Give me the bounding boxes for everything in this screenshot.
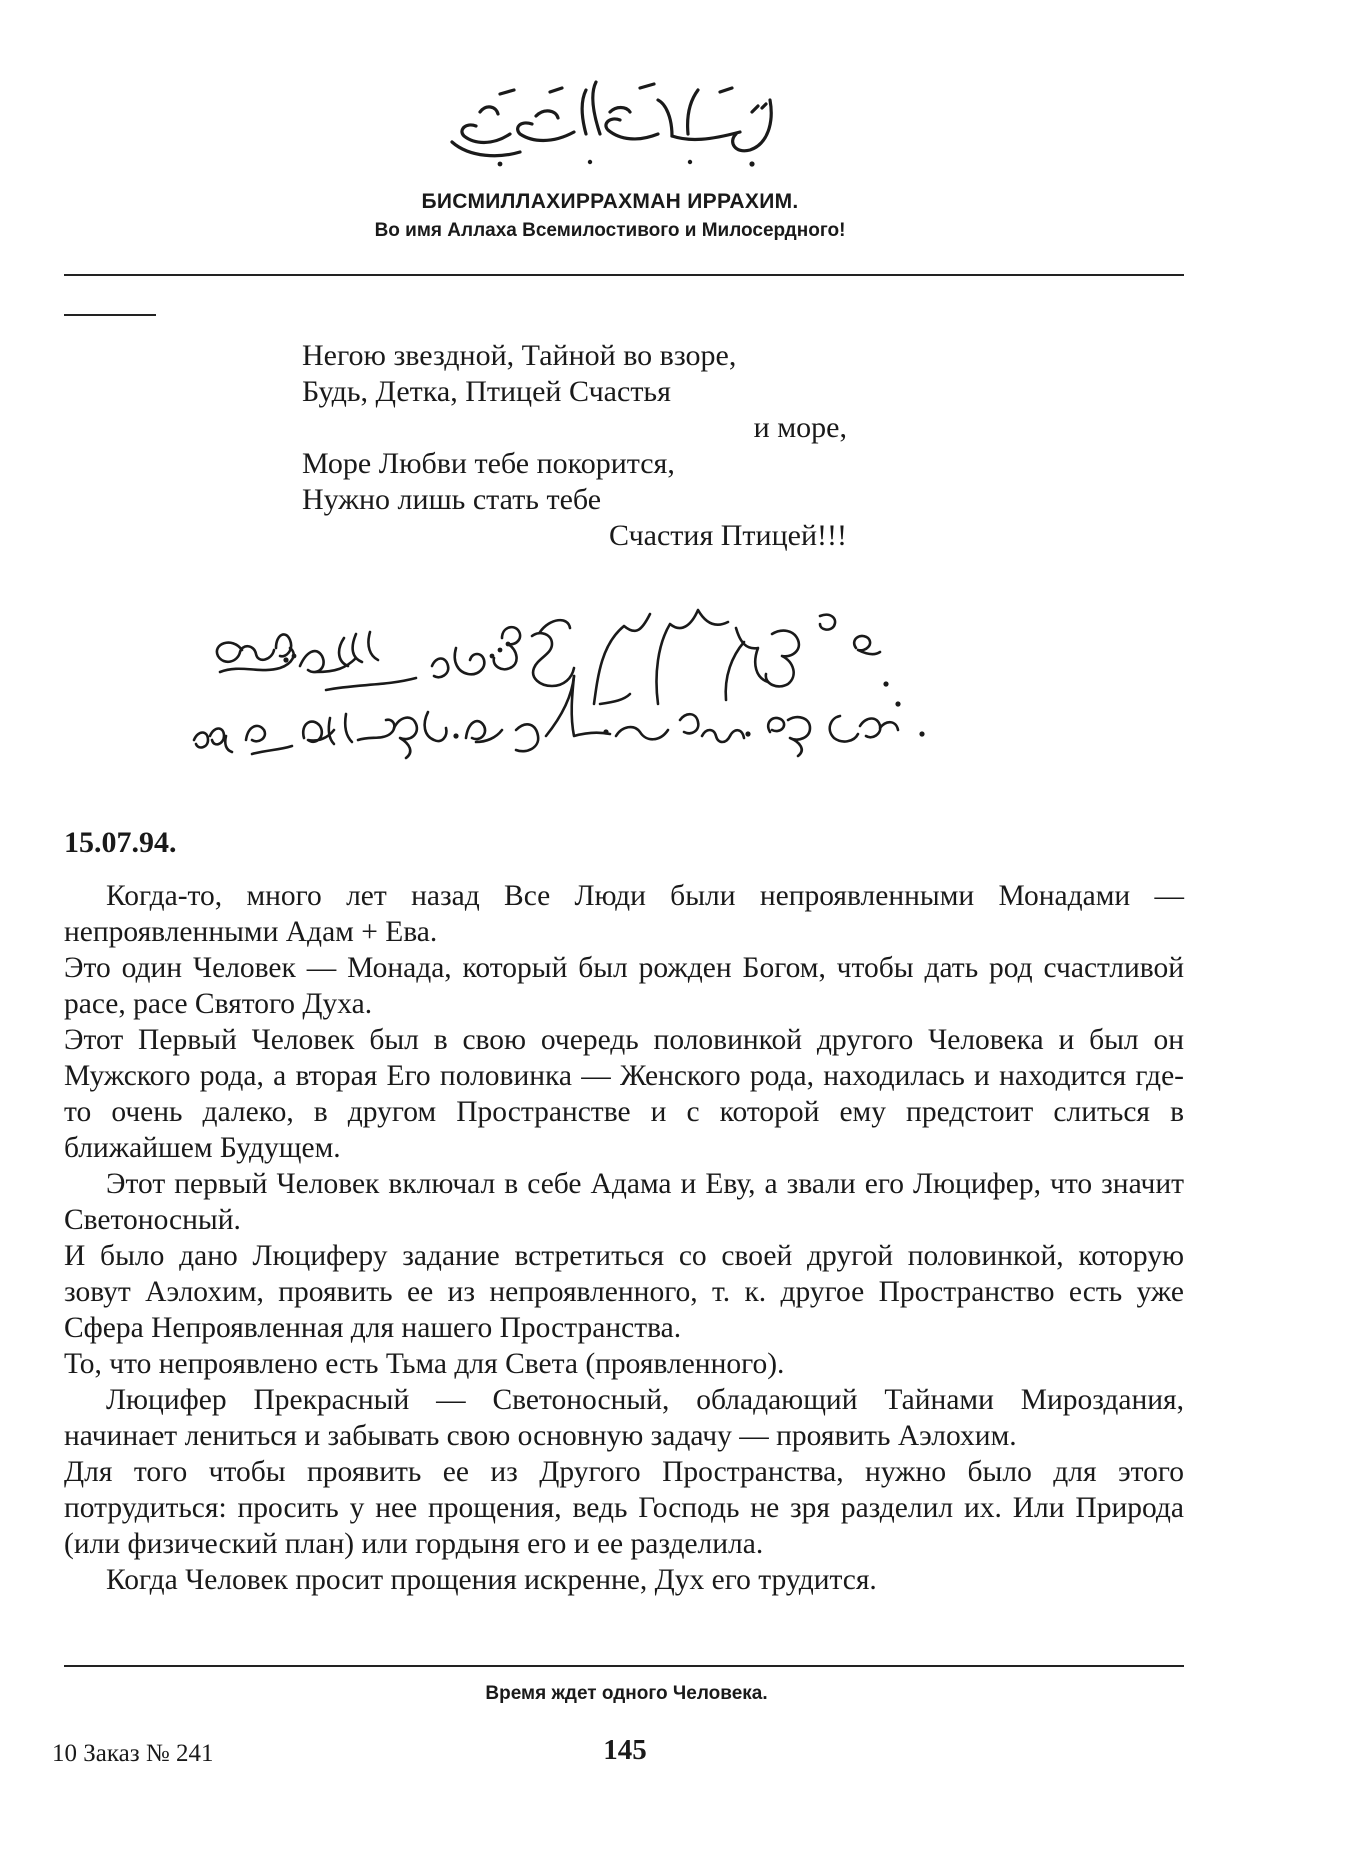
entry-body (64, 878, 1184, 1598)
top-divider (64, 274, 1184, 276)
entry-date: 15.07.94. (64, 826, 177, 859)
poem-line: Счастия Птицей!!! (608, 519, 847, 552)
body-paragraph: Этот первый Человек включал в себе Адама и Еву, а звали его Люцифер, что значит Светоносный. (64, 1168, 1184, 1236)
poem-line: Негою звездной, Тайной во взоре, (302, 339, 737, 372)
poem-line: и море, (753, 411, 847, 444)
page-number: 145 (603, 1734, 647, 1766)
poem-line: Море Любви тебе покорится, (302, 447, 675, 480)
body-paragraph: Этот Первый Человек был в свою очередь половинкой другого Человека и был он Мужского рода, а вторая Его половинка — Женского рода, находилась и находится где-то очень далеко, в другом Пространстве и с которой ему предстоит слиться в ближайшем Будущем. (64, 1024, 1184, 1164)
body-paragraph: Это один Человек — Монада, который был рожден Богом, чтобы дать род счастливой расе, расе Святого Духа. (64, 952, 1184, 1020)
header-title: БИСМИЛЛАХИРРАХМАН ИРРАХИМ. (421, 190, 799, 213)
body-paragraph: Для того чтобы проявить ее из Другого Пространства, нужно было для этого потрудиться: просить у нее прощения, ведь Господь не зря разделил их. Или Природа (или физический план) или гордыня его и ее разделила. (64, 1456, 1184, 1560)
footer-motto: Время ждет одного Человека. (485, 1683, 768, 1704)
print-order-mark: 10 Заказ № 241 (52, 1740, 214, 1767)
body-paragraph: Когда Человек просит прощения искренне, Дух его трудится. (106, 1564, 877, 1596)
poem-line: Нужно лишь стать тебе (302, 483, 602, 516)
body-paragraph: Когда-то, много лет назад Все Люди были непроявленными Монадами — непроявленными Адам + Ева. (64, 880, 1184, 948)
handwritten-script (180, 608, 1020, 798)
poem-line: Будь, Детка, Птицей Счастья (302, 375, 671, 408)
bottom-divider (64, 1665, 1184, 1667)
bismillah-calligraphy (440, 72, 800, 172)
short-divider (64, 314, 156, 316)
body-paragraph: То, что непроявлено есть Тьма для Света (проявленного). (64, 1348, 785, 1380)
body-paragraph: И было дано Люциферу задание встретиться со своей другой половинкой, которую зовут Аэлохим, проявить ее из непроявленного, т. к. другое Пространство есть уже Сфера Непроявленная для нашего Пространства. (64, 1240, 1184, 1344)
header-subtitle: Во имя Аллаха Всемилостивого и Милосердного! (374, 220, 846, 241)
body-paragraph: Люцифер Прекрасный — Светоносный, обладающий Тайнами Мироздания, начинает лениться и забывать свою основную задачу — проявить Аэлохим. (64, 1384, 1184, 1452)
